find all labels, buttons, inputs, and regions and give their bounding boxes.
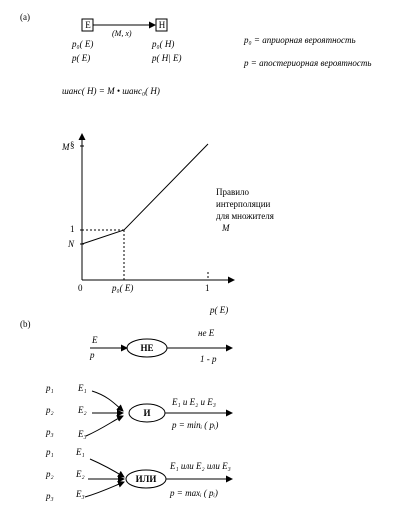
y-tick-top: § [70, 140, 75, 150]
p-h-given-e-label: p( H| E) [152, 53, 182, 63]
y-tick-low: N [68, 239, 75, 249]
caption-line-1: Правило [216, 187, 250, 197]
part-a-label: (a) [20, 12, 30, 22]
and-input-p1: p₁ [46, 383, 54, 393]
and-input-e1: E₁ [78, 383, 87, 393]
x-tick-p0: p₀( E) [112, 283, 134, 293]
not-input-p: p [90, 350, 95, 360]
p0-e-label: p₀( E) [72, 39, 94, 49]
y-tick-one: 1 [70, 224, 75, 234]
or-node-label: ИЛИ [135, 474, 157, 484]
or-output-bottom: p = maxᵢ ( pᵢ) [170, 488, 218, 498]
and-node-label: И [143, 408, 151, 418]
p-e-label: p( E) [72, 53, 91, 63]
not-node-label: НЕ [140, 343, 154, 353]
not-output-bottom: 1 - p [200, 354, 217, 364]
x-tick-one: 1 [205, 283, 210, 293]
part-b-label: (b) [20, 319, 31, 329]
and-output-bottom: p = minᵢ ( pᵢ) [172, 420, 219, 430]
box-e-label: E [85, 20, 91, 30]
and-input-e3: E₃ [78, 429, 87, 439]
or-input-e3: E₃ [76, 489, 85, 499]
not-input-e: E [92, 335, 98, 345]
or-input-p2: p₂ [46, 469, 54, 479]
interpolation-curve [82, 144, 208, 244]
or-input-e2: E₂ [76, 469, 85, 479]
caption-line-2: интерполяции [216, 199, 271, 209]
legend-prior: p₀ = априорная вероятность [244, 35, 356, 45]
edge-label: (M, x) [112, 29, 132, 38]
or-input-p1: p₁ [46, 447, 54, 457]
y-axis-label: M [62, 142, 70, 152]
or-input-e1: E₁ [76, 447, 85, 457]
and-input-e2: E₂ [78, 405, 87, 415]
and-input-p3: p₃ [46, 427, 54, 437]
caption-line-4: M [222, 223, 230, 233]
legend-posterior: p = апостериорная вероятность [244, 58, 372, 68]
or-output-top: E₁ или E₂ или E₃ [170, 461, 231, 471]
and-input-p2: p₂ [46, 405, 54, 415]
or-input-p3: p₃ [46, 491, 54, 501]
p0-h-label: p₀( H) [152, 39, 175, 49]
box-h-label: H [158, 20, 166, 30]
odds-formula: шанс( H) = M • шанс₀( H) [62, 86, 160, 96]
and-output-top: E₁ и E₂ и E₃ [172, 397, 216, 407]
x-axis-label: p( E) [210, 305, 229, 315]
caption-line-3: для множителя [216, 211, 274, 221]
x-tick-origin: 0 [78, 283, 83, 293]
not-output-top: не E [198, 328, 215, 338]
